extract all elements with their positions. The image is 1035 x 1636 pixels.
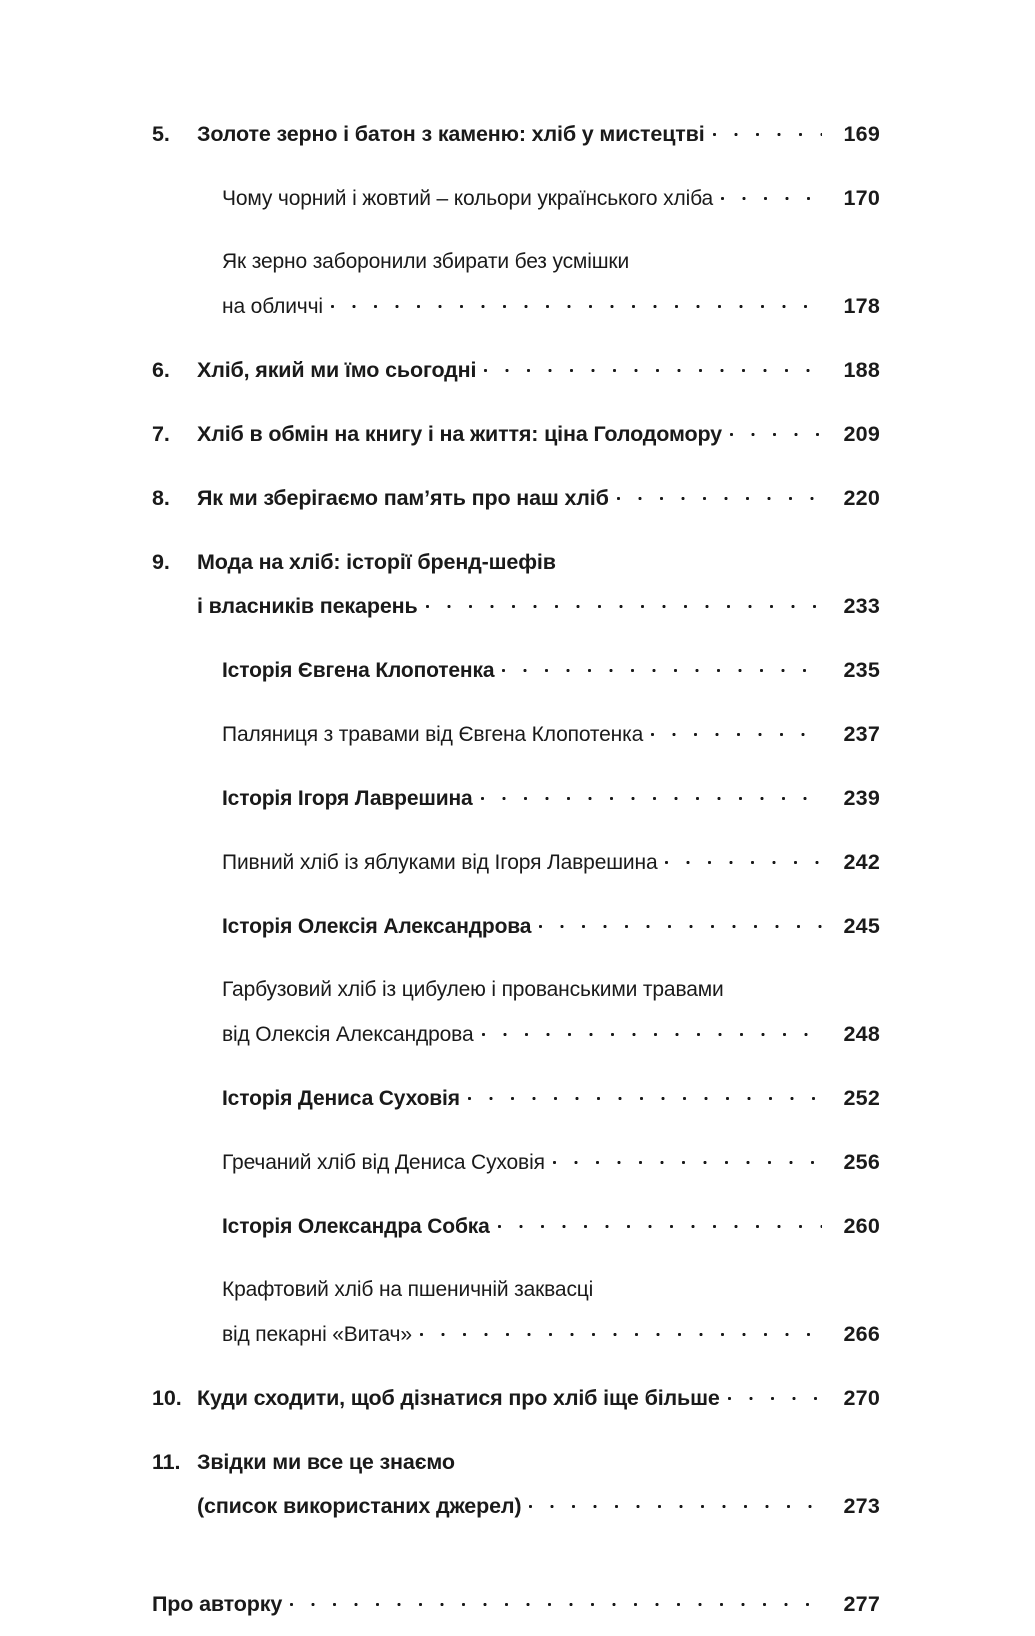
toc-list <box>152 122 880 1538</box>
toc-entry-title: Про авторку <box>152 1592 283 1616</box>
toc-entry-line <box>152 914 880 958</box>
toc-entry[interactable] <box>152 186 880 230</box>
toc-entry-line <box>152 722 880 766</box>
toc-entry[interactable] <box>152 978 880 1066</box>
toc-page-number[interactable]: 239 <box>843 786 880 810</box>
toc-entry-line <box>152 850 880 894</box>
toc-entry-number: 8. <box>152 486 170 510</box>
toc-entry-number: 9. <box>152 550 170 574</box>
toc-entry-line <box>152 978 880 1022</box>
toc-entry-title: від Олексія Александрова <box>222 1023 474 1046</box>
dot-leader <box>463 1453 822 1469</box>
dot-leader <box>290 1595 822 1611</box>
toc-entry[interactable] <box>152 722 880 766</box>
toc-entry[interactable] <box>152 122 880 166</box>
toc-entry-number: 6. <box>152 358 170 382</box>
toc-entry[interactable] <box>152 914 880 958</box>
toc-entry[interactable] <box>152 1450 880 1538</box>
dot-leader <box>539 917 822 933</box>
toc-entry[interactable] <box>152 786 880 830</box>
toc-entry-line <box>152 1494 880 1538</box>
toc-entry-number: 10. <box>152 1386 182 1410</box>
toc-page-number[interactable]: 273 <box>843 1494 880 1518</box>
toc-entry-title: Як ми зберігаємо пам’ять про наш хліб <box>197 486 609 510</box>
toc-entry-title: Чому чорний і жовтий – кольори українського хліба <box>222 187 714 210</box>
toc-entry-title: (список використаних джерел) <box>197 1494 522 1518</box>
toc-entry-line <box>152 250 880 294</box>
toc-entry-title: Золоте зерно і батон з каменю: хліб у мистецтві <box>197 122 705 146</box>
dot-leader <box>601 1280 822 1296</box>
toc-page-number[interactable]: 178 <box>843 294 880 318</box>
dot-leader <box>529 1497 822 1513</box>
toc-entry[interactable] <box>152 1150 880 1194</box>
toc-entry[interactable] <box>152 250 880 338</box>
dot-leader <box>732 980 822 996</box>
toc-entry-number: 11. <box>152 1450 181 1474</box>
toc-page-number[interactable]: 248 <box>843 1022 880 1046</box>
dot-leader <box>484 361 822 377</box>
dot-leader <box>721 189 822 205</box>
toc-entry-line <box>152 550 880 594</box>
dot-leader <box>637 252 822 268</box>
toc-page-number[interactable]: 233 <box>843 594 880 618</box>
toc-entry-line <box>152 1278 880 1322</box>
toc-page-number[interactable]: 209 <box>843 422 880 446</box>
toc-entry-line <box>152 186 880 230</box>
dot-leader <box>468 1089 822 1105</box>
toc-entry-title: Звідки ми все це знаємо <box>197 1450 455 1474</box>
toc-entry[interactable] <box>152 358 880 402</box>
toc-entry-title: на обличчі <box>222 295 323 318</box>
toc-entry-title: Хліб в обмін на книгу і на життя: ціна Голодомору <box>197 422 722 446</box>
toc-entry-line <box>152 1386 880 1430</box>
toc-page-number[interactable]: 169 <box>843 122 880 146</box>
toc-entry-line <box>152 486 880 530</box>
toc-page-number[interactable]: 245 <box>843 914 880 938</box>
toc-entry-line <box>152 122 880 166</box>
toc-entry-line <box>152 422 880 466</box>
toc-tail-section <box>152 1592 880 1636</box>
toc-entry-title: Гарбузовий хліб із цибулею і прованськими травами <box>222 978 724 1001</box>
toc-entry-title: Хліб, який ми їмо сьогодні <box>197 358 477 382</box>
toc-entry-title: Історія Ігоря Лаврешина <box>222 787 473 810</box>
toc-entry-title: від пекарні «Витач» <box>222 1323 412 1346</box>
toc-entry-title: Гречаний хліб від Дениса Суховія <box>222 1151 545 1174</box>
toc-entry[interactable] <box>152 1086 880 1130</box>
dot-leader <box>498 1217 822 1233</box>
dot-leader <box>730 425 822 441</box>
toc-entry[interactable] <box>152 486 880 530</box>
dot-leader <box>617 489 822 505</box>
toc-entry-line <box>152 1214 880 1258</box>
toc-page-number[interactable]: 237 <box>843 722 880 746</box>
toc-entry-title: Крафтовий хліб на пшеничній заквасці <box>222 1278 594 1301</box>
toc-entry-line <box>152 294 880 338</box>
dot-leader <box>713 125 822 141</box>
toc-entry[interactable] <box>152 1214 880 1258</box>
toc-page-number[interactable]: 256 <box>843 1150 880 1174</box>
toc-page-number[interactable]: 252 <box>843 1086 880 1110</box>
toc-entry-line <box>152 1086 880 1130</box>
toc-entry-title: Паляниця з травами від Євгена Клопотенка <box>222 723 644 746</box>
dot-leader <box>564 553 822 569</box>
dot-leader <box>651 725 822 741</box>
dot-leader <box>481 789 822 805</box>
toc-entry-title: Пивний хліб із яблуками від Ігоря Лаврешина <box>222 851 658 874</box>
dot-leader <box>331 297 822 313</box>
toc-entry-title: Мода на хліб: історії бренд-шефів <box>197 550 556 574</box>
toc-entry[interactable] <box>152 850 880 894</box>
toc-entry-line <box>152 786 880 830</box>
toc-entry-number: 7. <box>152 422 170 446</box>
toc-page-number[interactable]: 270 <box>843 1386 880 1410</box>
toc-page-number[interactable]: 260 <box>843 1214 880 1238</box>
toc-entry-line <box>152 1322 880 1366</box>
toc-entry-title: Історія Олексія Александрова <box>222 915 532 938</box>
toc-entry-line <box>152 1450 880 1494</box>
toc-entry-line <box>152 1150 880 1194</box>
dot-leader <box>482 1025 823 1041</box>
toc-entry-number: 5. <box>152 122 170 146</box>
toc-entry-title: Куди сходити, щоб дізнатися про хліб іще більше <box>197 1386 720 1410</box>
toc-entry[interactable] <box>152 422 880 466</box>
toc-entry-title: і власників пекарень <box>197 594 418 618</box>
toc-entry[interactable] <box>152 1386 880 1430</box>
toc-entry[interactable] <box>152 658 880 702</box>
toc-entry-title: Історія Євгена Клопотенка <box>222 659 495 682</box>
toc-entry-line <box>152 594 880 638</box>
toc-entry-line <box>152 1022 880 1066</box>
toc-page-number[interactable]: 235 <box>843 658 880 682</box>
dot-leader <box>502 661 822 677</box>
toc-entry[interactable] <box>152 550 880 638</box>
toc-entry-line <box>152 1592 880 1636</box>
dot-leader <box>728 1389 822 1405</box>
toc-entry-title: Історія Дениса Суховія <box>222 1087 460 1110</box>
toc-page-number[interactable]: 266 <box>843 1322 880 1346</box>
toc-entry-title: Історія Олександра Собка <box>222 1215 490 1238</box>
toc-page-number[interactable]: 242 <box>843 850 880 874</box>
toc-entry-line <box>152 658 880 702</box>
dot-leader <box>426 597 822 613</box>
toc-page-number[interactable]: 170 <box>843 186 880 210</box>
toc-page-number[interactable]: 277 <box>843 1592 880 1616</box>
toc-tail-entry[interactable] <box>152 1592 880 1636</box>
toc-entry[interactable] <box>152 1278 880 1366</box>
toc-page-number[interactable]: 220 <box>843 486 880 510</box>
toc-entry-line <box>152 358 880 402</box>
dot-leader <box>420 1325 822 1341</box>
dot-leader <box>665 853 822 869</box>
toc-page-number[interactable]: 188 <box>843 358 880 382</box>
toc-entry-title: Як зерно заборонили збирати без усмішки <box>222 250 630 273</box>
dot-leader <box>553 1153 822 1169</box>
